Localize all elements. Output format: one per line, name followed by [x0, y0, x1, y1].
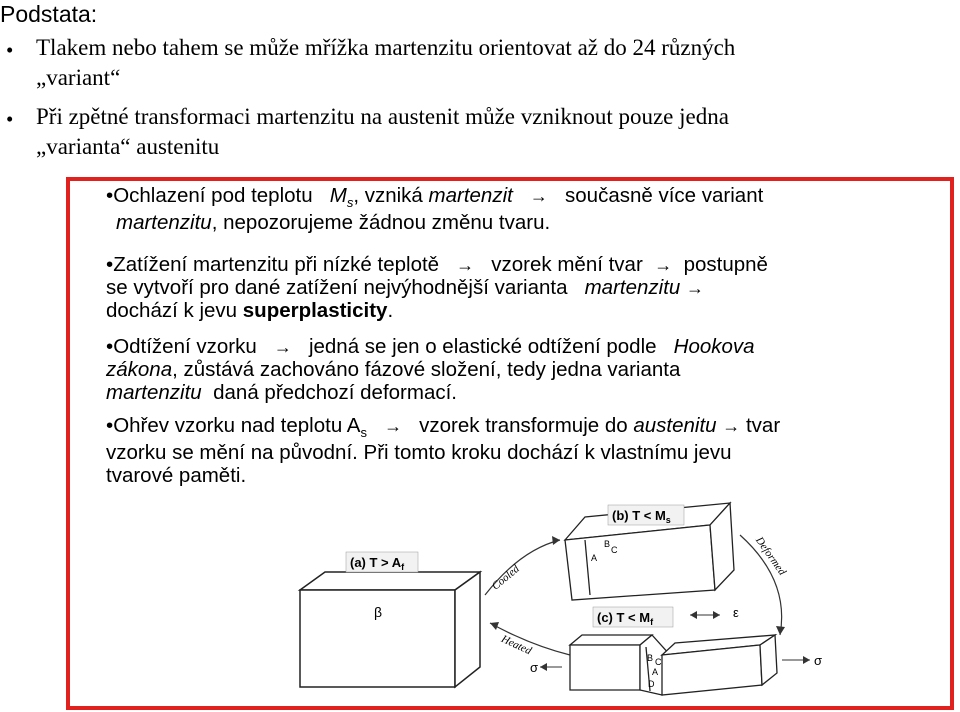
- p3-text-g: daná předchozí deformací.: [213, 381, 457, 404]
- box-para-3-line3: [106, 381, 457, 405]
- arrow-icon: →: [654, 255, 673, 275]
- arrow-icon: →: [722, 416, 741, 436]
- stress-arrow-right: [782, 653, 822, 668]
- p2-text-b: vzorek mění tvar: [491, 253, 643, 276]
- box-para-3-line1: •Odtížení vzorku → jedná se jen o elastické odtížení podle Hookova: [106, 335, 755, 358]
- ms-subscript: s: [346, 195, 354, 210]
- epsilon-label: ε: [733, 605, 739, 620]
- arrow-icon: →: [384, 416, 403, 436]
- box-para-2-line1: •Zatížení martenzitu při nízké teplotě → vzorek mění tvar → postupně: [106, 253, 768, 276]
- p2-text-e: martenzitu: [584, 276, 681, 299]
- label-b: (b) $T < M_s$: [612, 508, 671, 525]
- heated-label: Heated: [499, 632, 534, 658]
- bullet-marker: •: [6, 38, 14, 62]
- box-para-1-line2: [116, 211, 550, 235]
- box-para-3-line2: [106, 358, 680, 382]
- p4-text-a: Ohřev vzorku nad teplotu A: [113, 414, 361, 437]
- as-subscript: s: [360, 425, 367, 440]
- top-bullet-2-line2: „varianta“ austenitu: [36, 134, 220, 159]
- label-a-box: [346, 552, 418, 572]
- plate-label: B: [647, 653, 654, 663]
- p1-text-b: , vzniká: [353, 184, 423, 207]
- p2-text-f: dochází k jevu: [106, 299, 238, 322]
- plate-label: C: [655, 657, 662, 667]
- arrow-icon: →: [529, 186, 548, 206]
- label-c-box: [593, 607, 673, 627]
- top-bullet-2-line1: Při zpětné transformaci martenzitu na austenit může vzniknout pouze jedna: [36, 104, 729, 129]
- p2-text-c: postupně: [683, 253, 768, 276]
- label-a: (a) $T > A_f$: [350, 555, 405, 572]
- sigma-label-left: σ: [530, 660, 539, 675]
- plate-label: C: [611, 545, 618, 555]
- p3-text-b: jedná se jen o elastické odtížení podle: [308, 335, 657, 358]
- p4-text-c: austenitu: [633, 414, 717, 437]
- label-c: (c) $T < M_f$: [597, 610, 654, 627]
- arrow-icon: →: [273, 337, 292, 357]
- slide-title: Podstata:: [0, 1, 98, 27]
- arrow-icon: →: [686, 278, 705, 298]
- p1-text-c: martenzit: [428, 184, 513, 207]
- heated-arrow: [490, 622, 570, 658]
- p1-text-f: , nepozorujeme žádnou změnu tvaru.: [211, 211, 551, 234]
- box-para-2-line2: [106, 276, 704, 300]
- arrow-icon: →: [456, 255, 475, 275]
- p1-text-d: současně více variant: [565, 184, 764, 207]
- ms-symbol: M: [329, 184, 347, 207]
- top-bullet-1-line2: „variant“: [36, 65, 121, 90]
- deformed-arrow: [740, 534, 788, 635]
- top-bullet-1-line1: Tlakem nebo tahem se může mřížka martenzitu orientovat až do 24 různých: [36, 35, 736, 60]
- stress-arrow-left: [530, 660, 562, 675]
- box-para-2-line3: [106, 299, 393, 323]
- box-para-4-line1: •Ohřev vzorku nad teplotu $A_s$ → vzorek transformuje do austenitu → tvar: [106, 414, 781, 440]
- p2-text-d: se vytvoří pro dané zatížení nejvýhodnější varianta: [106, 276, 568, 299]
- p2-text-g: superplasticity: [242, 299, 388, 322]
- cooled-arrow: [485, 536, 560, 595]
- p3-text-f: martenzitu: [106, 381, 202, 404]
- p3-text-d: zákona: [106, 358, 173, 381]
- cooled-label: Cooled: [489, 562, 522, 593]
- p1-text-a: Ochlazení pod teplotu: [113, 184, 313, 207]
- label-b-box: [608, 505, 684, 525]
- box-para-4-line2: [106, 441, 732, 465]
- p3-text-c: Hookova: [673, 335, 755, 358]
- box-para-4-line3: [106, 464, 246, 488]
- epsilon-indicator: [690, 605, 739, 620]
- martensite-block-c: [570, 635, 777, 695]
- top-bullet-2: [36, 102, 936, 162]
- p3-text-e: , zůstává zachováno fázové složení, tedy jedna varianta: [172, 358, 681, 381]
- box-para-1-line1: •Ochlazení pod teplotu $M_s$, vzniká martenzit → současně více variant: [106, 184, 764, 210]
- p2-text-h: .: [387, 299, 394, 322]
- p1-text-e: martenzitu: [116, 211, 212, 234]
- bullet-marker: •: [6, 107, 14, 131]
- shape-memory-figure: [290, 495, 930, 705]
- beta-label: β: [374, 604, 383, 620]
- deformed-label: Deformed: [753, 534, 789, 578]
- plate-label: D: [648, 679, 655, 689]
- p3-text-a: Odtížení vzorku: [113, 335, 257, 358]
- austenite-block: [300, 572, 480, 687]
- sigma-label-right: σ: [814, 653, 823, 668]
- p4-text-b: vzorek transformuje do: [419, 414, 628, 437]
- p4-text-d: tvar: [745, 414, 781, 437]
- plate-label: B: [604, 539, 611, 549]
- p4-text-f: tvarové paměti.: [106, 464, 247, 487]
- p4-text-e: vzorku se mění na původní. Při tomto kroku dochází k vlastnímu jevu: [106, 441, 732, 464]
- p2-text-a: Zatížení martenzitu při nízké teplotě: [113, 253, 440, 276]
- plate-label: A: [652, 667, 659, 677]
- top-bullet-1: [36, 33, 936, 93]
- plate-label: A: [591, 553, 598, 563]
